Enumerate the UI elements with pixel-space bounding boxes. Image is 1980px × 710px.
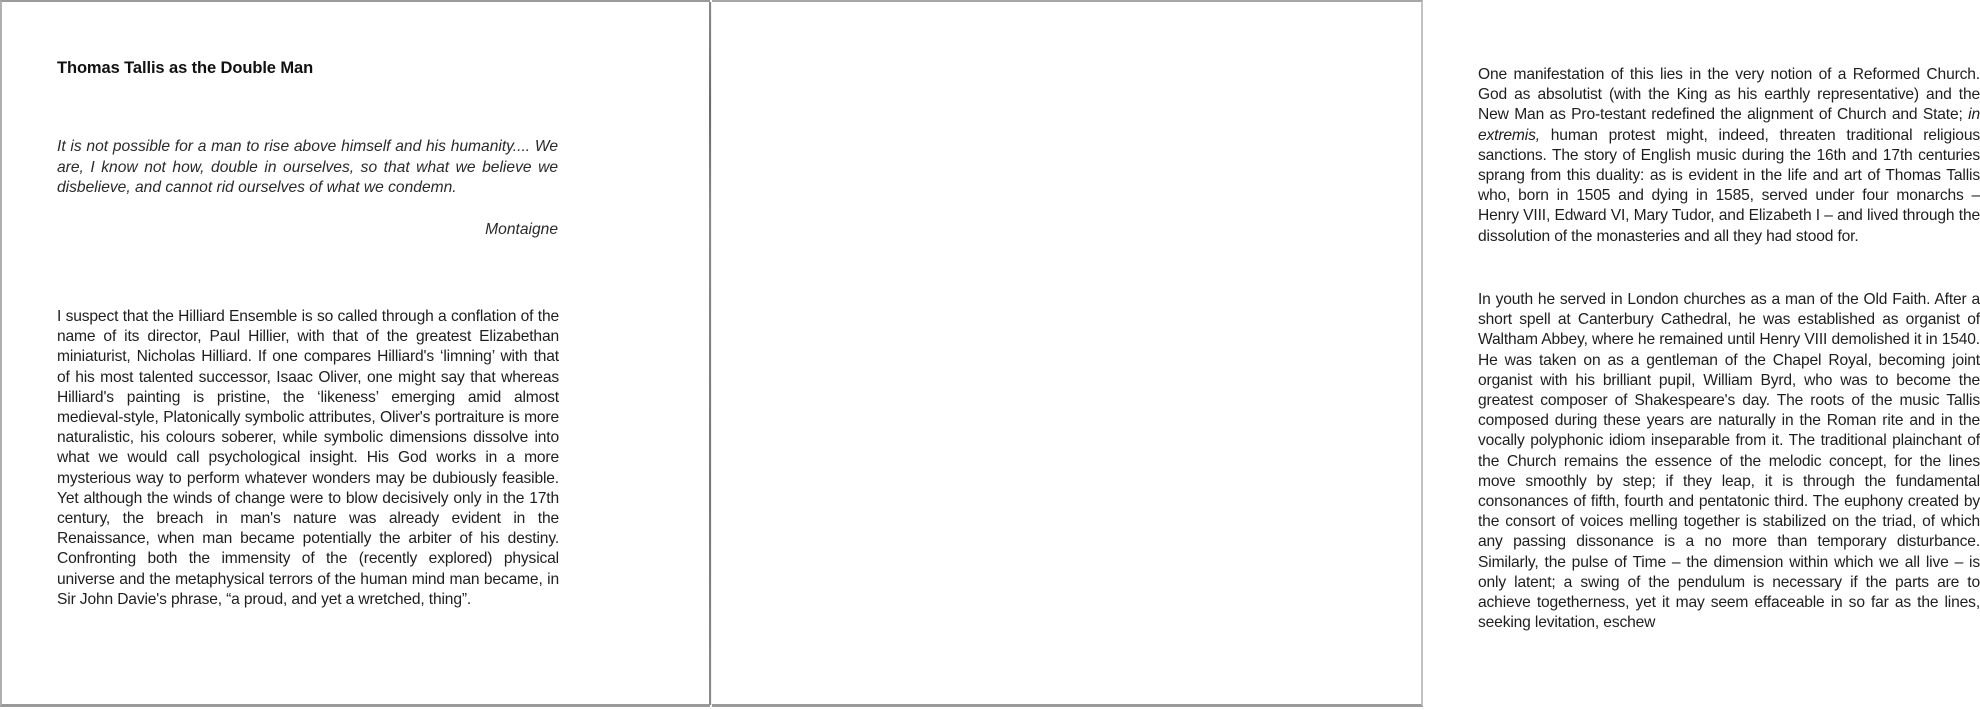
body-paragraph (1478, 65, 1980, 247)
epigraph-attribution: Montaigne (485, 221, 558, 238)
epigraph-quote: It is not possible for a man to rise above himself and his humanity.... We are, I know not how, double in ourselves, so that what we believe we disbelieve, and cannot rid ourselves of what we condemn. (57, 138, 558, 196)
italic-phrase: in extremis, (1478, 106, 1980, 144)
paragraph-text: human protest might, indeed, threaten traditional religious sanctions. The story of English music during the 16th and 17th centuries sprang from this duality: as is evident in the life and art of Thomas Tallis who, born in 1505 and dying in 1585, served under four monarchs – Henry VIII, Edward VI, Mary Tudor, and Elizabeth I – and lived through the dissolution of the monasteries and all they had stood for. (1478, 126, 1980, 245)
paragraph-text: One manifestation of this lies in the very notion of a Reformed Church. God as absolutist (with the King as his earthly representative) and the New Man as Pro-testant redefined the alignment of Church and State; (1478, 66, 1980, 124)
article-title: Thomas Tallis as the Double Man (57, 59, 314, 77)
left-page (0, 0, 710, 707)
body-paragraph: In youth he served in London churches as a man of the Old Faith. After a short spell at Canterbury Cathedral, he was established as organist of Waltham Abbey, where he remained until Henry VIII demolished it in 1540. He was taken on as a gentleman of the Chapel Royal, becoming joint organist with his brilliant pupil, William Byrd, who was to become the greatest composer of Shakespeare's day. The roots of the music Tallis composed during these years are naturally in the Roman rite and in the vocally polyphonic idiom inseparable from it. The traditional plainchant of the Church remains the essence of the melodic concept, for the lines move smoothly by step; if they leap, it is through the fundamental consonances of fifth, fourth and pentatonic third. The euphony created by the consort of voices melling together is stabilized on the triad, of which any passing dissonance is a no more than temporary disturbance. Similarly, the pulse of Time – the dimension within which we all live – is only latent; a swing of the pendulum is necessary if the parts are to achieve togetherness, yet it may seem effaceable in so far as the lines, seeking levitation, eschew (1478, 291, 1980, 632)
body-paragraph: I suspect that the Hilliard Ensemble is so called through a conflation of the name of its director, Paul Hillier, with that of the greatest Elizabethan miniaturist, Nicholas Hilliard. If one compares Hilliard's ‘limning’ with that of his most talented successor, Isaac Oliver, one might say that whereas Hilliard's painting is pristine, the ‘likeness’ emerging amid almost medieval-style, Platonically symbolic attributes, Oliver's portraiture is more naturalistic, his colours soberer, while symbolic dimensions dissolve into what we would call psychological insight. His God works in a more mysterious way to perform whatever wonders may be dubiously feasible. Yet although the winds of change were to blow decisively only in the 17th century, the breach in man's nature was already evident in the Renaissance, when man became potentially the arbiter of his destiny. Confronting both the immensity of the (recently explored) physical universe and the metaphysical terrors of the human mind man became, in Sir John Davie's phrase, “a proud, and yet a wretched, thing”. (57, 308, 559, 608)
right-page (712, 0, 1980, 707)
